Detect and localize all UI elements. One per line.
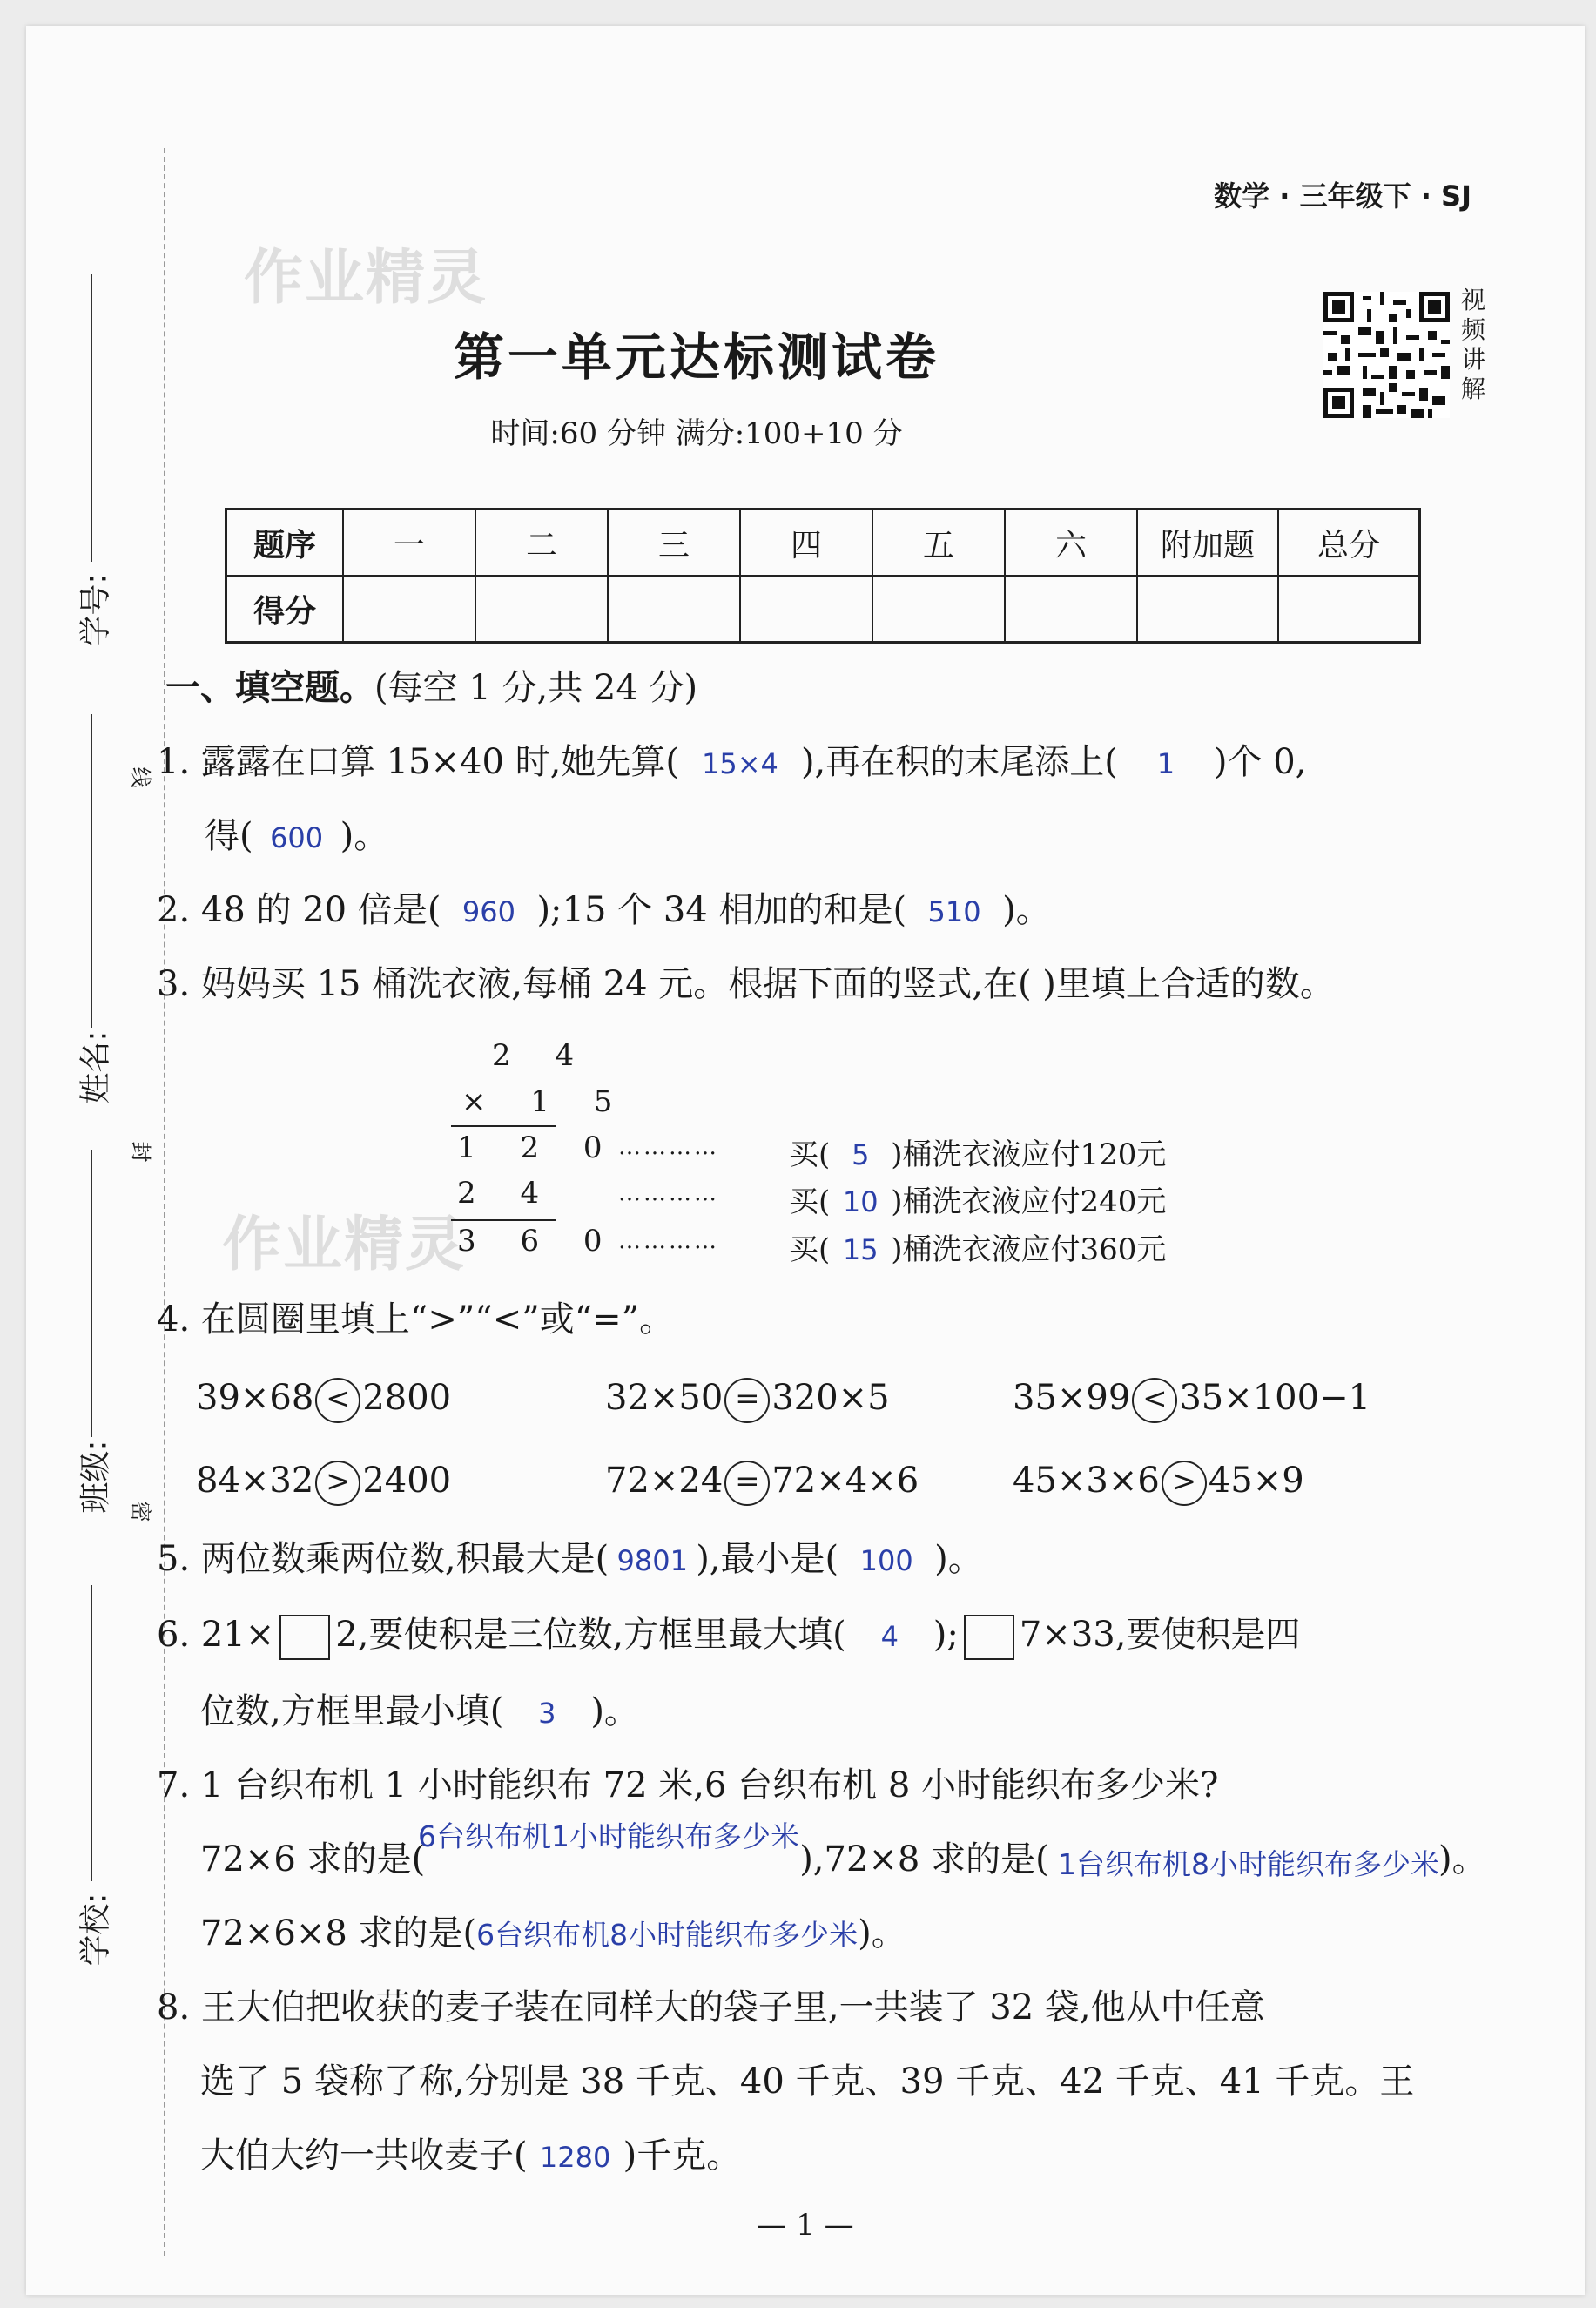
compare-circle: < xyxy=(1132,1378,1177,1423)
leader-dots: ………… xyxy=(618,1134,719,1160)
question-7: 7. 1 台织布机 1 小时能织布 72 米,6 台织布机 8 小时能织布多少米? xyxy=(157,1765,1219,1805)
question-text: 72×6×8 求的是( xyxy=(200,1913,477,1954)
question-text: )桶洗衣液应付360元 xyxy=(891,1232,1167,1267)
answer: 9801 xyxy=(616,1544,688,1577)
question-text: 位数,方框里最小填( xyxy=(200,1691,504,1731)
watermark: 作业精灵 xyxy=(244,244,488,313)
question-8-line-2: 选了 5 袋称了称,分别是 38 千克、40 千克、39 千克、42 千克、41 千克。王 xyxy=(200,2062,1415,2102)
question-text: )。 xyxy=(934,1539,983,1579)
score-table-cell: 总分 xyxy=(1278,510,1420,577)
comparison-item xyxy=(605,1376,890,1423)
name-label: 姓名: xyxy=(77,1030,114,1104)
question-7-line-3 xyxy=(200,1912,906,1957)
purchase-line xyxy=(789,1130,1166,1173)
score-table xyxy=(225,508,1421,644)
leader-dots: ………… xyxy=(618,1180,719,1206)
question-text: )。 xyxy=(1002,890,1051,930)
score-cell-2[interactable] xyxy=(475,576,608,643)
page-subtitle: 时间:60 分钟 满分:100+10 分 xyxy=(490,416,903,451)
question-text: )千克。 xyxy=(623,2136,742,2176)
qr-label-char: 频 xyxy=(1461,315,1486,344)
comparison-item xyxy=(196,1459,451,1506)
vertical-calc-row: 3 6 0 xyxy=(457,1224,620,1259)
comparison-item xyxy=(196,1376,451,1423)
score-table-cell: 一 xyxy=(343,510,475,577)
purchase-line xyxy=(789,1178,1166,1220)
question-text: 5. 两位数乘两位数,积最大是( xyxy=(157,1539,609,1579)
answer: 15×4 xyxy=(702,747,778,780)
question-text: 2,要使积是三位数,方框里最大填( xyxy=(335,1615,846,1655)
question-2 xyxy=(157,888,1051,934)
qr-code-icon xyxy=(1323,292,1450,418)
qr-label-char: 视 xyxy=(1461,286,1486,314)
exam-page xyxy=(26,26,1585,2295)
blank-line xyxy=(91,1585,92,1881)
question-text: )。 xyxy=(340,816,389,856)
answer: 4 xyxy=(880,1620,899,1653)
question-text: 72×6 求的是( xyxy=(200,1839,426,1879)
qr-label-char: 解 xyxy=(1461,375,1486,403)
vertical-calc-row: × 1 5 xyxy=(461,1084,630,1119)
class-label: 班级: xyxy=(77,1440,114,1514)
question-5 xyxy=(157,1537,983,1583)
expr: 45×3×6 xyxy=(1013,1461,1160,1501)
section-note: (每空 1 分,共 24 分) xyxy=(374,668,698,708)
expr: 2400 xyxy=(362,1461,452,1501)
score-table-cell: 得分 xyxy=(226,576,344,643)
score-table-cell: 四 xyxy=(740,510,872,577)
question-6-line-1 xyxy=(157,1613,1300,1660)
page-number: — 1 — xyxy=(757,2208,854,2243)
answer: 10 xyxy=(842,1185,879,1218)
question-text: 1. 露露在口算 15×40 时,她先算( xyxy=(157,742,679,782)
question-text: ),72×8 求的是( xyxy=(799,1839,1049,1879)
question-8-line-3 xyxy=(200,2134,741,2179)
question-text: 2. 48 的 20 倍是( xyxy=(157,890,441,930)
score-table-cell: 三 xyxy=(608,510,740,577)
question-text: ),最小是( xyxy=(696,1539,839,1579)
answer: 15 xyxy=(842,1233,879,1266)
score-table-score-row xyxy=(226,576,1420,643)
expr: 35×100−1 xyxy=(1179,1378,1371,1418)
expr: 2800 xyxy=(362,1378,452,1418)
expr: 320×5 xyxy=(771,1378,890,1418)
qr-label-char: 讲 xyxy=(1461,345,1486,374)
answer-box xyxy=(964,1615,1014,1660)
vertical-calc-rule xyxy=(451,1125,556,1127)
answer: 960 xyxy=(461,895,515,928)
leader-dots: ………… xyxy=(618,1228,719,1254)
question-text: )桶洗衣液应付120元 xyxy=(891,1137,1167,1172)
question-1-line-2 xyxy=(205,814,388,860)
binding-seal-mark-2: 密 xyxy=(128,1501,153,1522)
section-title: 一、填空题。 xyxy=(165,668,374,708)
question-text: );15 个 34 相加的和是( xyxy=(536,890,907,930)
score-table-header-row xyxy=(226,510,1420,577)
answer: 100 xyxy=(859,1544,913,1577)
score-cell-3[interactable] xyxy=(608,576,740,643)
comparison-item xyxy=(605,1459,919,1506)
question-text: 大伯大约一共收麦子( xyxy=(200,2136,528,2176)
school-label: 学校: xyxy=(77,1893,114,1967)
blank-line xyxy=(91,714,92,1028)
score-cell-6[interactable] xyxy=(1005,576,1137,643)
compare-circle: = xyxy=(724,1378,770,1423)
qr-label xyxy=(1461,286,1489,404)
question-8-line-1: 8. 王大伯把收获的麦子装在同样大的袋子里,一共装了 32 袋,他从中任意 xyxy=(157,1987,1265,2028)
question-text: ); xyxy=(933,1615,959,1655)
page-title: 第一单元达标测试卷 xyxy=(453,327,939,387)
question-text: ),再在积的末尾添上( xyxy=(800,742,1118,782)
score-table-cell: 二 xyxy=(475,510,608,577)
comparison-item xyxy=(1013,1376,1370,1423)
student-no-label: 学号: xyxy=(77,573,114,647)
score-cell-extra[interactable] xyxy=(1137,576,1278,643)
handwritten-answer: 6台织布机1小时能织布多少米 xyxy=(418,1819,799,1853)
subject-header: 数学 · 三年级下 · SJ xyxy=(1214,179,1471,213)
expr: 72×4×6 xyxy=(771,1461,919,1501)
handwritten-answer: 6台织布机8小时能织布多少米 xyxy=(476,1918,859,1952)
expr: 32×50 xyxy=(605,1378,724,1418)
expr: 45×9 xyxy=(1208,1461,1304,1501)
answer: 510 xyxy=(927,895,981,928)
vertical-calc-rule xyxy=(451,1219,556,1221)
binding-divider xyxy=(164,148,165,2256)
answer-box xyxy=(279,1615,330,1660)
score-table-cell: 题序 xyxy=(226,510,344,577)
compare-circle: = xyxy=(724,1461,770,1506)
expr: 39×68 xyxy=(196,1378,314,1418)
vertical-calc-row: 2 4 xyxy=(457,1176,557,1211)
question-text: )。 xyxy=(590,1691,639,1731)
question-text: )桶洗衣液应付240元 xyxy=(891,1184,1167,1219)
vertical-calc-row: 2 4 xyxy=(492,1038,592,1073)
question-text: 买( xyxy=(789,1137,831,1172)
question-text: 买( xyxy=(789,1232,831,1267)
handwritten-answer: 1台织布机8小时能织布多少米 xyxy=(1058,1847,1439,1881)
score-table-cell: 六 xyxy=(1005,510,1137,577)
question-text: )个 0, xyxy=(1213,742,1307,782)
comparison-item xyxy=(1013,1459,1304,1506)
binding-line-mark: 线 xyxy=(128,766,153,788)
binding-seal-mark: 封 xyxy=(128,1141,153,1163)
expr: 72×24 xyxy=(605,1461,724,1501)
answer: 5 xyxy=(852,1138,870,1171)
expr: 35×99 xyxy=(1013,1378,1131,1418)
answer: 1280 xyxy=(539,2141,611,2174)
section-heading xyxy=(165,666,697,710)
compare-circle: > xyxy=(1162,1461,1207,1506)
purchase-line xyxy=(789,1225,1166,1268)
score-table-cell: 五 xyxy=(872,510,1005,577)
compare-circle: < xyxy=(315,1378,360,1423)
vertical-calc-row: 1 2 0 xyxy=(457,1130,620,1165)
answer: 600 xyxy=(270,821,324,854)
expr: 84×32 xyxy=(196,1461,314,1501)
score-table-cell: 附加题 xyxy=(1137,510,1278,577)
score-cell-5[interactable] xyxy=(872,576,1005,643)
answer: 3 xyxy=(538,1697,556,1730)
question-3: 3. 妈妈买 15 桶洗衣液,每桶 24 元。根据下面的竖式,在( )里填上合适的数。 xyxy=(157,964,1335,1004)
compare-circle: > xyxy=(315,1461,360,1506)
score-cell-1[interactable] xyxy=(343,576,475,643)
score-cell-4[interactable] xyxy=(740,576,872,643)
question-text: 6. 21× xyxy=(157,1615,275,1655)
qr-code[interactable] xyxy=(1323,292,1450,418)
question-text: )。 xyxy=(1438,1839,1487,1879)
question-1-line-1 xyxy=(157,740,1306,786)
answer: 1 xyxy=(1156,747,1175,780)
question-text: 买( xyxy=(789,1184,831,1219)
question-text: )。 xyxy=(858,1913,906,1954)
question-text: 得( xyxy=(205,816,253,856)
watermark: 作业精灵 xyxy=(222,1211,467,1279)
question-text: 7×33,要使积是四 xyxy=(1019,1615,1301,1655)
blank-line xyxy=(91,1150,92,1437)
question-4: 4. 在圆圈里填上“>”“<”或“=”。 xyxy=(157,1299,675,1340)
score-cell-total[interactable] xyxy=(1278,576,1420,643)
question-6-line-2 xyxy=(200,1690,639,1735)
